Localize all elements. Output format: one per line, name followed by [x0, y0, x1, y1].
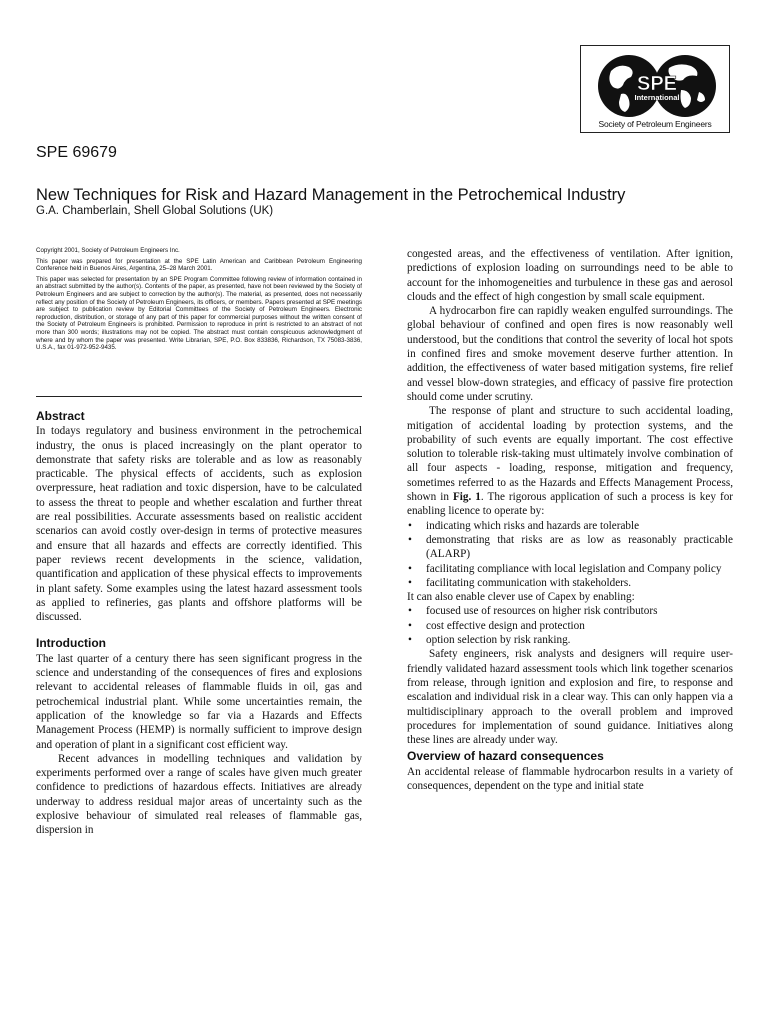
- figure-reference: Fig. 1: [452, 491, 481, 504]
- bullet-icon: •: [408, 533, 412, 546]
- spe-logo: [580, 45, 730, 133]
- list-item: [407, 619, 733, 633]
- introduction-paragraph: The last quarter of a century there has seen significant progress in the science and understanding of the consequences of fires and explosions relevant to accidental releases of flammable fluids in oil, gas and petrochemical industrial plant. While some uncertainties remain, the application of the knowledge so far via a Hazards and Effects Management Process (HEMP) is normally sufficient to improve design and operation of plant in a significant cost efficient way.: [36, 652, 362, 751]
- list-item: [407, 562, 733, 576]
- overview-paragraph: An accidental release of flammable hydrocarbon results in a variety of consequences, dependent on the type and initial state: [407, 765, 733, 792]
- list-item-text: indicating which risks and hazards are tolerable: [426, 519, 640, 532]
- bullet-icon: •: [408, 619, 412, 632]
- bullet-icon: •: [408, 605, 412, 618]
- review-disclaimer: This paper was selected for presentation by an SPE Program Committee following review of information contained in an abstract submitted by the author(s). Contents of the paper, as presented, have not been reviewed by the Society of Petroleum Engineers and are subject to correction by the author(s). The material, as presented, does not necessarily reflect any position of the Society of Petroleum Engineers, its officers, or members. Papers presented at SPE meetings are subject to publication review by Editorial Committees of the Society of Petroleum Engineers. Electronic reproduction, distribution, or storage of any part of this paper for commercial purposes without the written consent of the Society of Petroleum Engineers is prohibited. Permission to reproduce in print is restricted to an abstract of not more than 300 words; illustrations may not be copied. The abstract must contain conspicuous acknowledgment of where and by whom the paper was presented. Write Librarian, SPE, P.O. Box 833836, Richardson, TX 75083-3836, U.S.A., fax 01-972-952-9435.: [36, 275, 362, 352]
- copyright-divider: [36, 396, 362, 397]
- list-item: [407, 604, 733, 618]
- abstract-heading: Abstract: [36, 409, 85, 423]
- continued-paragraph: congested areas, and the effectiveness of ventilation. After ignition, predictions of explosion loading on surroundings need to be able to account for the inhomogeneities and turbulence in these gas and aerosol clouds and the effect of high congestion by small scale equipment.: [407, 248, 733, 303]
- list-item-text: cost effective design and protection: [426, 619, 585, 632]
- list-item-text: facilitating compliance with local legislation and Company policy: [426, 562, 722, 575]
- response-text: The response of plant and structure to such accidental loading, mitigation of accidental loading by protection systems, and the probability of such events are equally important. The cost effective solution to tolerable risk-taking must ultimately involve combination of all four aspects - loading, response, mitigation and frequency, sometimes referred to as the Hazards and Effects Management Process, shown in: [407, 405, 733, 504]
- list-item: [407, 576, 733, 590]
- left-column: [36, 407, 362, 838]
- page-title: New Techniques for Risk and Hazard Management in the Petrochemical Industry: [36, 186, 626, 204]
- copyright-notice: [36, 247, 362, 355]
- bullet-icon: •: [408, 576, 412, 589]
- bullet-icon: •: [408, 562, 412, 575]
- list-item: [407, 519, 733, 533]
- conference-note: This paper was prepared for presentation at the SPE Latin American and Caribbean Petroleum Engineering Conference held in Buenos Aires, Argentina, 25–28 March 2001.: [36, 257, 362, 273]
- list-item-text: facilitating communication with stakeholders.: [426, 576, 632, 589]
- logo-name: SPE: [636, 73, 678, 95]
- abstract-text: In todays regulatory and business environment in the petrochemical industry, the onus is placed increasingly on the plant operator to demonstrate that safety risks are tolerable and as low as reasonably practicable. The physical effects of accidents, such as explosion overpressure, heat radiation and toxic dispersion, have to be calculated to assess the threat to people and whether escalation and further threat are real possibilities. Accurate assessments based on realistic accident scenarios can avoid costly over-design in terms of protective measures and ensure that all hazards and effects are correctly identified. This paper reviews recent developments in the science, validation, quantification and application of these physical effects to improvements in plant safety. Some examples using the latest hazard assessment tools as applied to refineries, gas plants and offshore platforms will be discussed.: [36, 425, 362, 624]
- bullet-icon: •: [408, 519, 412, 532]
- right-column: [407, 247, 733, 793]
- list-item-text: option selection by risk ranking.: [426, 634, 571, 647]
- fire-paragraph: A hydrocarbon fire can rapidly weaken engulfed surroundings. The global behaviour of confined and open fires is now reasonably well understood, but the conditions that control the severity of local hot spots in confined fires and smoke movement deserve further attention. In addition, the effectiveness of water based mitigation systems, fire relief and vessel blow-down strategies, and efficacy of passive fire protection should come under scrutiny.: [407, 305, 733, 403]
- paper-number: SPE 69679: [36, 144, 117, 161]
- capex-bullet-list: [407, 604, 733, 647]
- introduction-paragraph: Recent advances in modelling techniques and validation by experiments performed over a range of scales have given much greater confidence to predictions of hazardous effects. Initiatives are already underway to address residual major areas of uncertainty such as the explosive behaviour of simulated real releases of flammable gas, dispersion in: [36, 752, 362, 837]
- capex-text: It can also enable clever use of Capex by enabling:: [407, 591, 635, 604]
- paper-author: G.A. Chamberlain, Shell Global Solutions (UK): [36, 205, 274, 217]
- bullet-icon: •: [408, 634, 412, 647]
- list-item-text: focused use of resources on higher risk contributors: [426, 605, 658, 618]
- response-text-end: . The rigorous application of such a process is key for enabling licence to operate by:: [407, 491, 734, 518]
- list-item: [407, 633, 733, 647]
- list-item: [407, 533, 733, 562]
- copyright-line: Copyright 2001, Society of Petroleum Engineers Inc.: [36, 247, 180, 254]
- licence-bullet-list: [407, 519, 733, 590]
- logo-subname: International: [634, 93, 680, 102]
- overview-heading: Overview of hazard consequences: [407, 749, 604, 764]
- response-paragraph: [407, 404, 733, 518]
- logo-caption: Society of Petroleum Engineers: [598, 119, 712, 129]
- introduction-heading: Introduction: [36, 636, 106, 651]
- safety-paragraph: Safety engineers, risk analysts and designers will require user-friendly validated hazard assessment tools which link together scenarios from release, through ignition and explosion and fire, to response and escalation and individual risk in a clear way. This can only happen via a multidisciplinary approach to the overall problem and improved procedures for implementation of sound guidance. Initiatives along these lines are already under way.: [407, 648, 733, 747]
- list-item-text: demonstrating that risks are as low as reasonably practicable (ALARP): [426, 533, 733, 561]
